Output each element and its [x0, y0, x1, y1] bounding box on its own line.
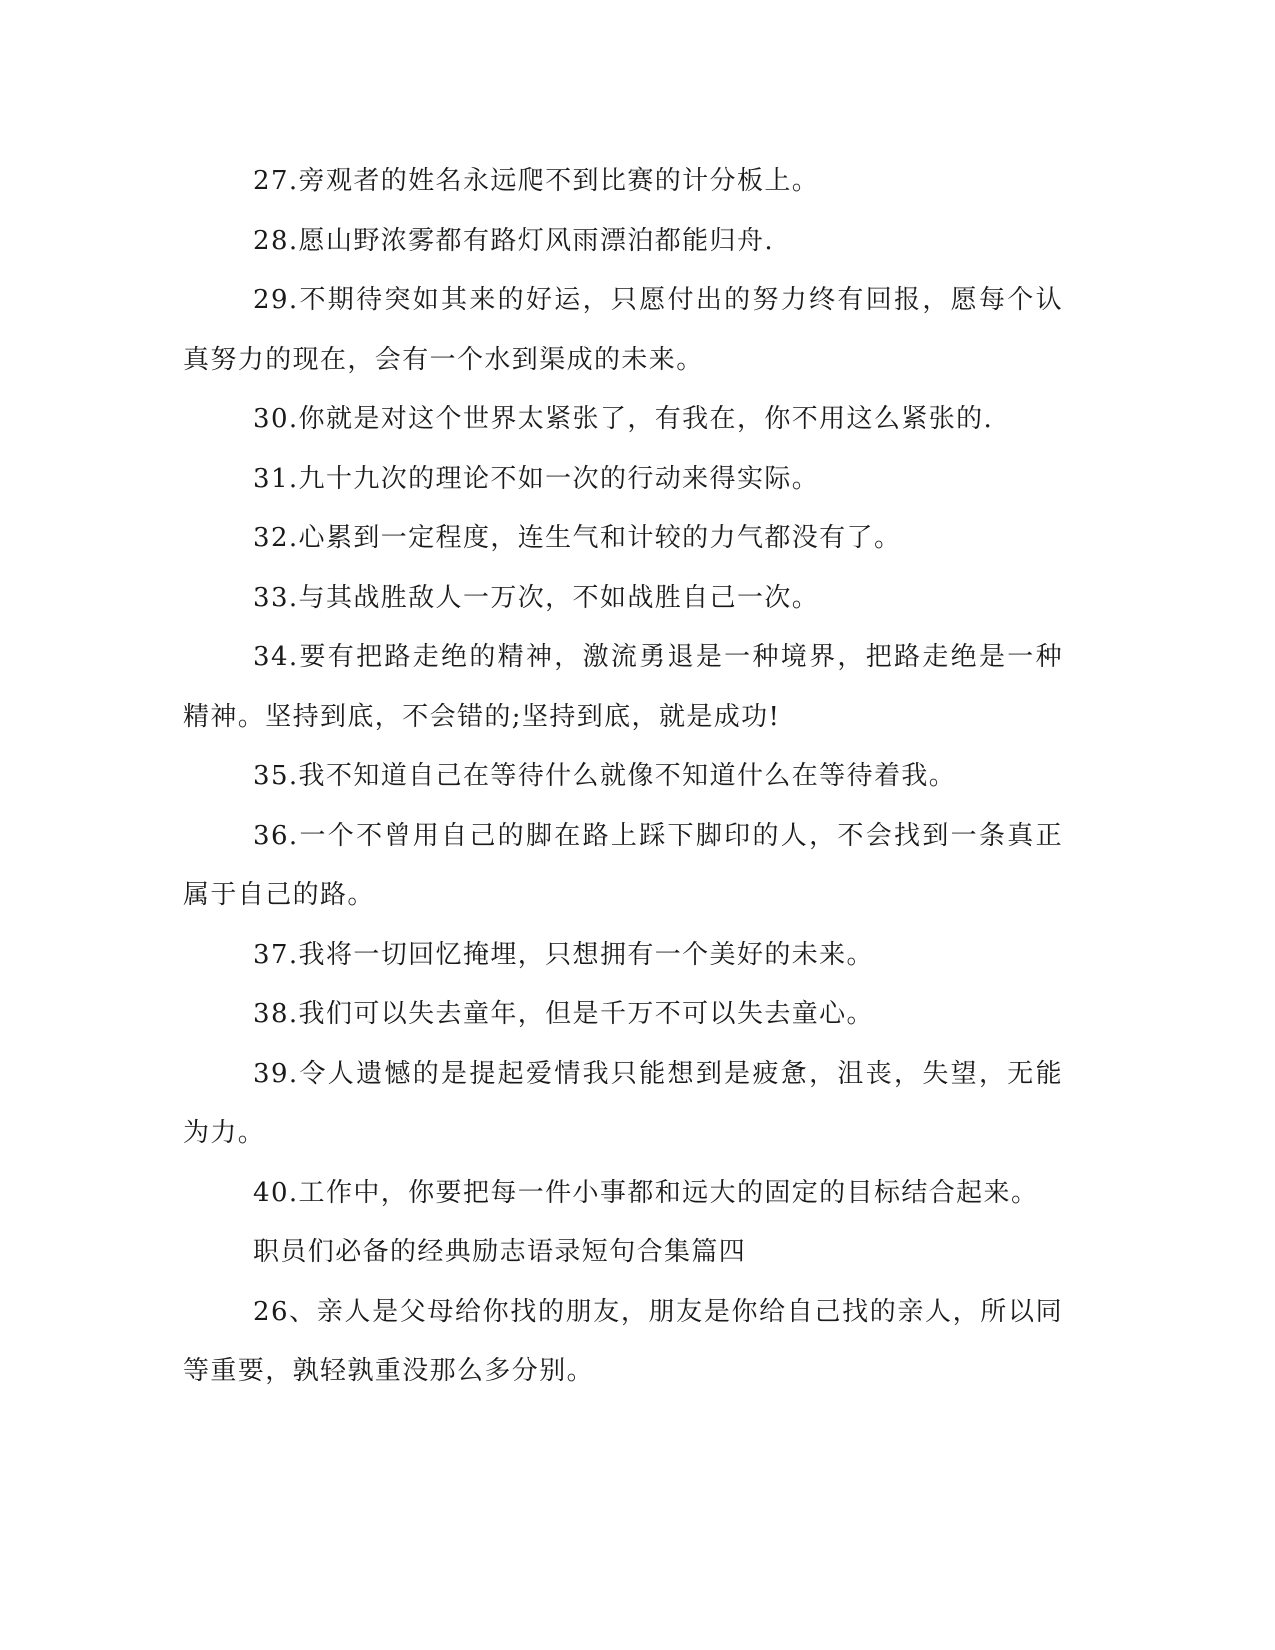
paragraph-29: 29.不期待突如其来的好运，只愿付出的努力终有回报，愿每个认真努力的现在，会有一个水到渠成的未来。	[183, 285, 1063, 375]
paragraph-30: 30.你就是对这个世界太紧张了，有我在，你不用这么紧张的.	[253, 404, 994, 434]
document-body	[183, 152, 1063, 1402]
paragraph-36: 36.一个不曾用自己的脚在路上踩下脚印的人，不会找到一条真正属于自己的路。	[183, 820, 1063, 910]
paragraph-32: 32.心累到一定程度，连生气和计较的力气都没有了。	[253, 523, 902, 553]
paragraph-28: 28.愿山野浓雾都有路灯风雨漂泊都能归舟.	[253, 225, 775, 256]
paragraph-39: 39.令人遗憾的是提起爱情我只能想到是疲惫，沮丧，失望，无能为力。	[183, 1058, 1063, 1148]
paragraph-31: 31.九十九次的理论不如一次的行动来得实际。	[253, 463, 820, 494]
paragraph-40: 40.工作中，你要把每一件小事都和远大的固定的目标结合起来。	[253, 1177, 1039, 1208]
paragraph-38: 38.我们可以失去童年，但是千万不可以失去童心。	[253, 999, 874, 1029]
section-heading: 职员们必备的经典励志语录短句合集篇四	[253, 1237, 747, 1267]
paragraph-27: 27.旁观者的姓名永远爬不到比赛的计分板上。	[253, 166, 820, 196]
paragraph-37: 37.我将一切回忆掩埋，只想拥有一个美好的未来。	[253, 939, 874, 970]
paragraph-26: 26、亲人是父母给你找的朋友，朋友是你给自己找的亲人，所以同等重要，孰轻孰重没那么多分别。	[183, 1296, 1063, 1386]
paragraph-35: 35.我不知道自己在等待什么就像不知道什么在等待着我。	[253, 761, 957, 791]
paragraph-33: 33.与其战胜敌人一万次，不如战胜自己一次。	[253, 582, 820, 613]
paragraph-34: 34.要有把路走绝的精神，激流勇退是一种境界，把路走绝是一种精神。坚持到底，不会错的;坚持到底，就是成功!	[183, 642, 1063, 732]
